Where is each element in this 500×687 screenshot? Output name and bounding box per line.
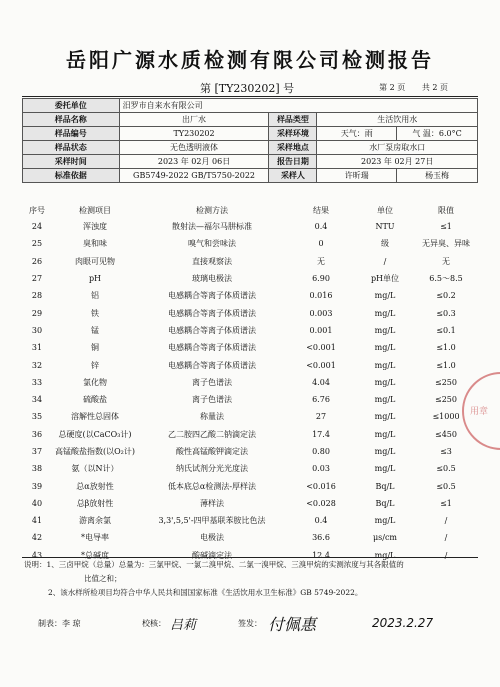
table-row (22, 287, 478, 304)
cell-result: 6.76 (312, 395, 330, 405)
cell-seq: 40 (31, 498, 43, 508)
cell-result: <0.016 (306, 481, 336, 491)
cell-method: 电感耦合等离子体质谱法 (168, 308, 256, 318)
cell-seq: 序号 (29, 206, 45, 215)
cell-unit: μs/cm (372, 533, 398, 543)
cell-item: 硫酸盐 (83, 395, 107, 405)
signature-line (24, 612, 474, 634)
cell-seq: 33 (31, 377, 43, 387)
cell-limit: ≤1.0 (436, 360, 456, 370)
cell-item: *总碱度 (81, 550, 109, 560)
cell-result: 12.4 (312, 550, 330, 560)
report-number: 第 [TY230202] 号 (200, 82, 295, 95)
cell-limit: ≤450 (435, 429, 457, 439)
cell-limit: / (444, 550, 448, 560)
cell-seq: 43 (31, 550, 43, 560)
cell-result: <0.001 (306, 343, 336, 353)
cell-item: *电导率 (81, 533, 109, 543)
table-row (22, 512, 478, 529)
cell-result: <0.028 (306, 498, 336, 508)
table-row (22, 339, 478, 356)
table-row (22, 443, 478, 460)
cell-limit: 限值 (438, 206, 454, 215)
cell-unit: mg/L (374, 516, 396, 526)
cell-unit: mg/L (374, 447, 396, 456)
report-date-value: 2023 年 02月 27日 (317, 155, 478, 169)
cell-result: 0 (318, 239, 324, 249)
cell-item: 锰 (91, 325, 99, 335)
table-row (22, 235, 478, 252)
cell-method: 酸性高锰酸钾滴定法 (176, 447, 248, 456)
note-2: 2、该水样所检项目均符合中华人民共和国国家标准《生活饮用水卫生标准》GB 5749-2022。 (48, 588, 363, 597)
location-value: 水厂泵房取水口 (317, 141, 478, 155)
sample-name-label: 样品名称 (23, 113, 120, 127)
cell-method: 电极法 (200, 533, 224, 543)
cell-method: 3,3',5,5'-四甲基联苯胺比色法 (158, 516, 266, 526)
standard-label: 标准依据 (23, 169, 120, 183)
cell-item: 浑浊度 (83, 222, 107, 232)
cell-limit: ≤250 (435, 377, 457, 387)
cell-item: 氯化物 (83, 377, 107, 387)
cell-unit: Bq/L (375, 481, 395, 491)
handwritten-date: 2023.2.27 (372, 616, 434, 630)
cell-limit: 6.5～8.5 (429, 274, 463, 284)
cell-seq: 32 (31, 360, 43, 370)
info-row-dates (23, 155, 478, 169)
cell-limit: / (444, 533, 448, 543)
cell-method: 电感耦合等离子体质谱法 (168, 291, 256, 301)
sampling-time-label: 采样时间 (23, 155, 120, 169)
cell-unit: mg/L (374, 325, 396, 335)
cell-limit: ≤0.1 (436, 325, 456, 335)
cell-result: 0.003 (309, 308, 333, 318)
table-row (22, 218, 478, 235)
table-row (22, 322, 478, 339)
cell-unit: mg/L (374, 343, 396, 353)
sampler-1: 许昕瑞 (317, 169, 397, 183)
cell-item: 臭和味 (83, 239, 107, 249)
cell-method: 称量法 (200, 412, 224, 422)
checked-label: 校核： (142, 619, 166, 628)
sample-id-value: TY230202 (119, 127, 269, 141)
cell-limit: ≤0.5 (436, 464, 456, 474)
sample-info-table (22, 98, 478, 183)
cell-seq: 36 (31, 429, 43, 439)
table-row (22, 460, 478, 477)
cell-method: 散射法—福尔马肼标准 (172, 222, 252, 232)
cell-seq: 25 (31, 239, 43, 249)
table-row (22, 477, 478, 494)
cell-method: 电感耦合等离子体质谱法 (168, 325, 256, 335)
cell-unit: NTU (375, 222, 395, 232)
cell-limit: ≤250 (435, 395, 457, 405)
cell-result: <0.001 (306, 360, 336, 370)
note-1-continued: 比值之和； (84, 574, 122, 583)
state-label: 样品状态 (23, 141, 120, 155)
cell-seq: 39 (31, 481, 43, 491)
cell-seq: 42 (31, 533, 43, 543)
info-row-state (23, 141, 478, 155)
cell-limit: ≤1000 (432, 412, 460, 422)
cell-unit: Bq/L (375, 498, 395, 508)
cell-unit: mg/L (374, 360, 396, 370)
cell-seq: 24 (31, 222, 43, 232)
prepared-by: 制表：李 琼 (38, 619, 81, 628)
cell-result: 无 (317, 256, 325, 266)
cell-item: pH (88, 274, 102, 284)
sample-id-label: 样品编号 (23, 127, 120, 141)
cell-unit: mg/L (374, 308, 396, 318)
checked-signature: 吕莉 (170, 618, 197, 633)
stamp-text: 用章 (470, 407, 489, 417)
cell-unit: 级 (381, 239, 389, 249)
cell-limit: / (444, 516, 448, 526)
sample-type-label: 样品类型 (269, 113, 317, 127)
cell-method: 离子色谱法 (192, 377, 232, 387)
cell-item: 铝 (91, 291, 99, 301)
cell-result: 0.016 (309, 291, 333, 301)
temperature-value: 气 温：6.0°C (397, 127, 478, 141)
cell-result: 17.4 (312, 429, 330, 439)
cell-item: 铁 (91, 308, 99, 318)
cell-method: 检测方法 (196, 206, 228, 215)
cell-unit: mg/L (374, 291, 396, 301)
report-date-label: 报告日期 (269, 155, 317, 169)
cell-seq: 28 (31, 291, 43, 301)
cell-method: 酸碱滴定法 (192, 550, 232, 560)
env-label: 采样环境 (269, 127, 317, 141)
table-row (22, 304, 478, 321)
cell-limit: ≤0.2 (436, 291, 456, 301)
table-header-row (22, 203, 478, 218)
table-row (22, 270, 478, 287)
page-indicator (365, 82, 448, 93)
cell-result: 36.6 (312, 533, 330, 543)
info-row-standard (23, 169, 478, 183)
cell-method: 直接观察法 (192, 256, 232, 266)
cell-result: 0.4 (314, 516, 328, 526)
note-1: 说明：1、三卤甲烷（总量）总量为：三氯甲烷、一氯二溴甲烷、二氯一溴甲烷、三溴甲烷的实测浓度与其各限值的 (24, 560, 404, 569)
cell-limit: ≤1.0 (436, 343, 456, 353)
cell-item: 游离余氯 (79, 516, 111, 526)
weather-value: 天气：雨 (317, 127, 397, 141)
cell-unit: mg/L (374, 464, 396, 474)
table-row (22, 426, 478, 443)
standard-value: GB5749-2022 GB/T5750-2022 (119, 169, 269, 183)
cell-seq: 26 (31, 256, 43, 266)
table-row (22, 495, 478, 512)
cell-seq: 38 (31, 464, 43, 474)
info-row-sample-id (23, 127, 478, 141)
sampling-time-value: 2023 年 02月 06日 (119, 155, 269, 169)
cell-limit: ≤1 (440, 222, 452, 232)
cell-limit: ≤3 (440, 447, 452, 456)
report-subheader (0, 80, 500, 96)
cell-limit: 无异臭、异味 (422, 239, 470, 249)
page-total: 共 2 页 (421, 83, 448, 92)
cell-seq: 31 (31, 343, 43, 353)
sampler-label: 采样人 (269, 169, 317, 183)
cell-seq: 41 (31, 516, 43, 526)
issued-label: 签发： (238, 619, 262, 628)
cell-result: 0.03 (312, 464, 330, 474)
cell-unit: mg/L (374, 395, 396, 405)
table-row (22, 374, 478, 391)
sampler-2: 杨玉梅 (397, 169, 478, 183)
sample-type-value: 生活饮用水 (317, 113, 478, 127)
report-title: 岳阳广源水质检测有限公司检测报告 (66, 48, 434, 72)
cell-result: 0.80 (312, 447, 330, 456)
info-row-sample-name (23, 113, 478, 127)
page-current: 第 2 页 (379, 83, 406, 92)
cell-seq: 30 (31, 325, 43, 335)
cell-method: 乙二胺四乙酸二钠滴定法 (168, 429, 256, 439)
cell-unit: pH单位 (370, 274, 400, 284)
cell-seq: 27 (31, 274, 43, 284)
cell-item: 高锰酸盐指数(以O₂计) (54, 447, 135, 456)
cell-unit: mg/L (374, 429, 396, 439)
cell-limit: ≤0.5 (436, 481, 456, 491)
cell-method: 嗅气和尝味法 (188, 239, 236, 249)
cell-item: 溶解性总固体 (71, 412, 119, 422)
state-value: 无色透明液体 (119, 141, 269, 155)
cell-result: 27 (315, 412, 327, 422)
cell-seq: 35 (31, 412, 43, 422)
cell-unit: mg/L (374, 550, 396, 560)
cell-item: 总β放射性 (76, 498, 114, 508)
notes-section (24, 558, 474, 600)
test-results-table (22, 203, 478, 564)
cell-item: 锌 (91, 360, 99, 370)
cell-seq: 37 (31, 447, 43, 456)
cell-result: 4.04 (312, 377, 330, 387)
issued-signature: 付佩惠 (268, 615, 317, 634)
cell-unit: 单位 (377, 206, 393, 215)
client-value: 汨罗市自来水有限公司 (119, 99, 477, 113)
cell-item: 总硬度(以CaCO₃计) (58, 429, 132, 439)
cell-result: 0.4 (314, 222, 328, 232)
cell-method: 电感耦合等离子体质谱法 (168, 343, 256, 353)
cell-method: 玻璃电极法 (192, 274, 232, 284)
cell-unit: / (383, 256, 387, 266)
client-label: 委托单位 (23, 99, 120, 113)
cell-result: 0.001 (309, 325, 333, 335)
cell-unit: mg/L (374, 412, 396, 422)
table-row (22, 356, 478, 373)
cell-seq: 34 (31, 395, 43, 405)
table-row (22, 391, 478, 408)
cell-result: 6.90 (312, 274, 330, 284)
cell-item: 总α放射性 (76, 481, 114, 491)
cell-item: 检测项目 (79, 206, 111, 215)
cell-method: 纳氏试剂分光光度法 (176, 464, 248, 474)
table-row (22, 253, 478, 270)
cell-item: 氨（以N计） (71, 464, 119, 474)
sample-name-value: 出厂水 (119, 113, 269, 127)
location-label: 采样地点 (269, 141, 317, 155)
cell-seq: 29 (31, 308, 43, 318)
cell-method: 电感耦合等离子体质谱法 (168, 360, 256, 370)
header-rule (22, 96, 478, 97)
cell-limit: ≤1 (440, 498, 452, 508)
cell-result: 结果 (313, 206, 329, 215)
cell-limit: ≤0.3 (436, 308, 456, 318)
cell-unit: mg/L (374, 377, 396, 387)
cell-item: 铜 (91, 343, 99, 353)
cell-limit: 无 (442, 256, 450, 266)
cell-item: 肉眼可见物 (75, 256, 115, 266)
cell-method: 薄样法 (200, 498, 224, 508)
table-row (22, 408, 478, 425)
info-row-client (23, 99, 478, 113)
table-row (22, 529, 478, 546)
cell-method: 低本底总α检测法-厚样法 (167, 481, 257, 491)
cell-method: 离子色谱法 (192, 395, 232, 405)
